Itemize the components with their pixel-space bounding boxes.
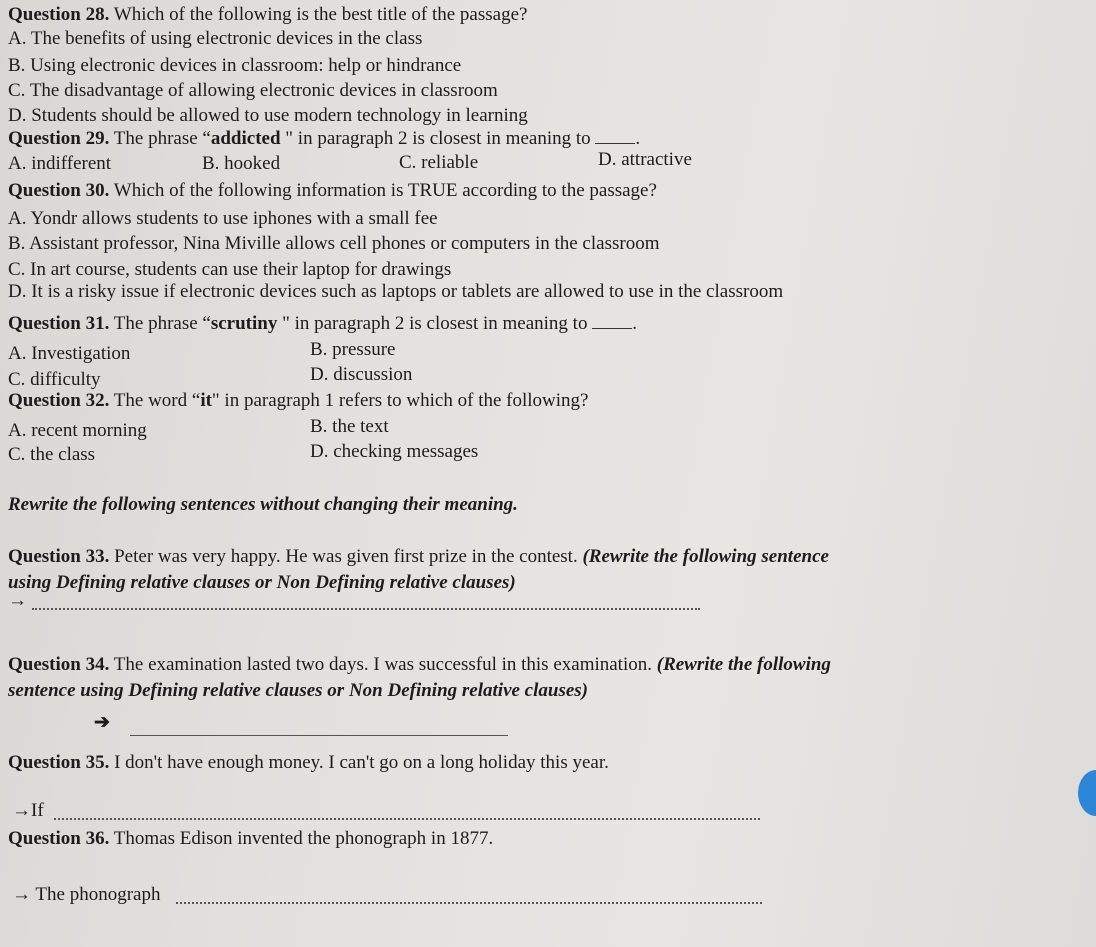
- option-28-d: D. Students should be allowed to use modern technology in learning: [8, 105, 528, 126]
- stem-end: .: [635, 128, 641, 149]
- question-stem: Thomas Edison invented the phonograph in 1877.: [113, 828, 494, 849]
- target-word: it: [200, 390, 212, 411]
- option-30-c: C. In art course, students can use their laptop for drawings: [8, 259, 452, 280]
- question-stem-pre: The word “: [113, 390, 201, 411]
- option-31-c: C. difficulty: [8, 369, 101, 390]
- option-31-a: A. Investigation: [8, 343, 131, 364]
- answer-line-35[interactable]: [54, 818, 760, 820]
- option-29-d: D. attractive: [598, 149, 692, 170]
- option-32-c: C. the class: [8, 444, 96, 465]
- answer-blank: [595, 129, 635, 144]
- question-number: Question 29.: [8, 128, 110, 149]
- option-32-b: B. the text: [310, 416, 389, 437]
- question-number: Question 28.: [8, 4, 110, 25]
- option-31-d: D. discussion: [310, 364, 413, 385]
- question-stem: Peter was very happy. He was given first prize in the contest.: [114, 546, 578, 567]
- answer-arrow: ➔: [94, 712, 110, 733]
- question-number: Question 35.: [8, 752, 110, 773]
- option-29-a: A. indifferent: [8, 153, 112, 174]
- question-29: [8, 128, 640, 150]
- question-stem-post: " in paragraph 2 is closest in meaning to: [277, 313, 588, 334]
- answer-line-34[interactable]: [130, 735, 508, 736]
- target-word: scrutiny: [210, 313, 278, 334]
- instruction-continued: sentence using Defining relative clauses or Non Defining relative clauses): [8, 680, 589, 701]
- option-28-a: A. The benefits of using electronic devices in the class: [8, 28, 423, 49]
- option-32-a: A. recent morning: [8, 420, 147, 441]
- question-stem-post: " in paragraph 1 refers to which of the following?: [211, 390, 589, 411]
- question-stem: Which of the following information is TRUE according to the passage?: [113, 180, 657, 201]
- option-29-c: C. reliable: [399, 152, 479, 173]
- question-number: Question 33.: [8, 546, 110, 567]
- answer-arrow: →: [8, 590, 27, 611]
- question-stem-post: " in paragraph 2 is closest in meaning to: [280, 128, 591, 149]
- question-number: Question 36.: [8, 828, 110, 849]
- option-32-d: D. checking messages: [310, 441, 479, 462]
- question-number: Question 31.: [8, 313, 110, 334]
- question-stem: Which of the following is the best title of the passage?: [113, 4, 528, 25]
- question-33: [8, 546, 829, 568]
- question-stem: I don't have enough money. I can't go on a long holiday this year.: [114, 752, 609, 773]
- option-30-b: B. Assistant professor, Nina Miville allows cell phones or computers in the classroom: [8, 233, 660, 254]
- option-30-a: A. Yondr allows students to use iphones with a small fee: [8, 208, 438, 229]
- question-36: [8, 828, 493, 850]
- question-stem-pre: The phrase “: [113, 128, 211, 149]
- answer-start: →If: [12, 800, 44, 821]
- question-number: Question 34.: [8, 654, 110, 675]
- option-29-b: B. hooked: [202, 153, 281, 174]
- answer-line-33[interactable]: [32, 608, 700, 610]
- answer-blank: [592, 314, 632, 329]
- blue-marker-shape: [1078, 770, 1096, 816]
- option-31-b: B. pressure: [310, 339, 396, 360]
- rewrite-heading: Rewrite the following sentences without changing their meaning.: [8, 494, 518, 515]
- instruction: (Rewrite the following sentence: [582, 546, 829, 567]
- question-stem: The examination lasted two days. I was successful in this examination.: [113, 654, 652, 675]
- question-30: [8, 180, 657, 202]
- answer-line-36[interactable]: [176, 902, 762, 904]
- question-34: [8, 654, 831, 676]
- target-word: addicted: [210, 128, 281, 149]
- option-28-c: C. The disadvantage of allowing electronic devices in classroom: [8, 80, 498, 101]
- question-28: [8, 4, 527, 26]
- question-number: Question 32.: [8, 390, 110, 411]
- instruction: (Rewrite the following: [656, 654, 831, 675]
- question-35: [8, 752, 609, 774]
- option-28-b: B. Using electronic devices in classroom: help or hindrance: [8, 55, 462, 76]
- stem-end: .: [632, 313, 637, 334]
- question-32: [8, 390, 588, 412]
- answer-start: → The phonograph: [12, 884, 161, 905]
- question-number: Question 30.: [8, 180, 110, 201]
- question-stem-pre: The phrase “: [113, 313, 211, 334]
- instruction-continued: using Defining relative clauses or Non Defining relative clauses): [8, 572, 516, 593]
- question-31: [8, 313, 637, 335]
- option-30-d: D. It is a risky issue if electronic devices such as laptops or tablets are allowed to use in the classroom: [8, 281, 784, 302]
